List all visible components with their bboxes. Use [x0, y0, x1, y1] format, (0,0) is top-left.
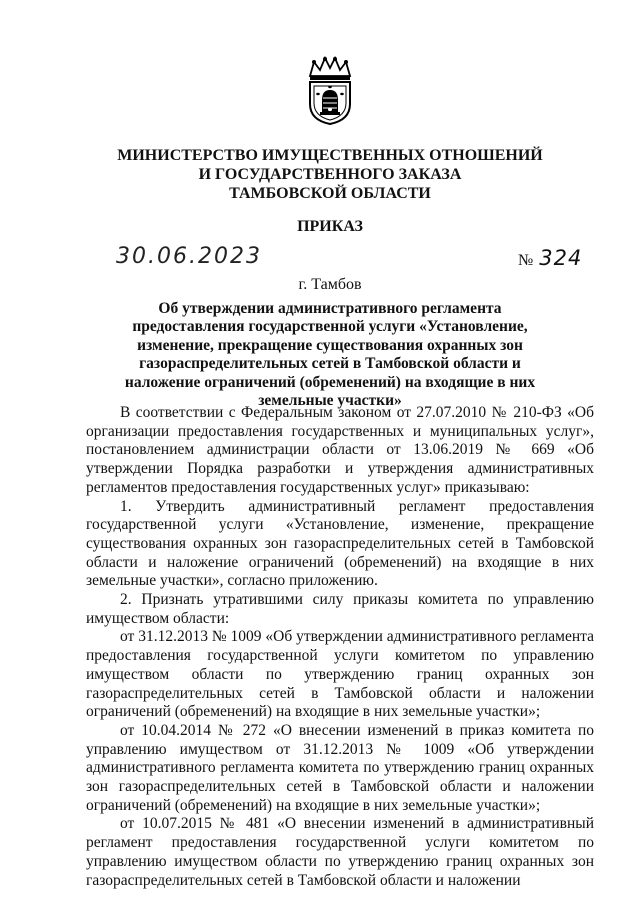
- document-date: 30.06.2023: [116, 244, 262, 269]
- body-paragraph: 2. Признать утратившими силу приказы комитета по управлению имуществом области:: [86, 591, 594, 627]
- document-city: г. Тамбов: [298, 276, 362, 293]
- body-paragraph: от 10.07.2015 № 481 «О внесении изменений в административный регламент предоставления государственной услуги комитетом по управлению имуществом области по утверждению границ охранных зон газораспределительных сетей в Тамбовской области и наложении: [86, 815, 594, 889]
- body-paragraph: от 31.12.2013 № 1009 «Об утверждении административного регламента предоставления государственной услуги комитетом по управлению имуществом области по утверждению границ охранных зон газораспределительных сетей в Тамбовской области и наложении ограничений (обременений) на входящие в них земельные участки»;: [86, 628, 594, 721]
- coat-of-arms-icon: [300, 56, 360, 126]
- document-type: ПРИКАЗ: [297, 218, 363, 235]
- ministry-line: И ГОСУДАРСТВЕННОГО ЗАКАЗА: [198, 166, 462, 183]
- number-value: 324: [539, 246, 583, 270]
- body-paragraph: 1. Утвердить административный регламент предоставления государственной услуги «Установление, изменение, прекращение существования охранных зон газораспределительных сетей в Тамбовской области и наложение ограничений (обременений) на входящие в них земельные участки», согласно приложению.: [86, 497, 594, 590]
- number-label: №: [518, 252, 534, 269]
- body-paragraph: от 10.04.2014 № 272 «О внесении изменений в приказ комитета по управлению имуществом от 31.12.2013 № 1009 «Об утверждении административного регламента комитета по утверждению границ охранных зон газораспределительных сетей в Тамбовской области и наложении ограничений (обременений) на входящие в них земельные участки»;: [86, 721, 594, 814]
- ministry-line: ТАМБОВСКОЙ ОБЛАСТИ: [229, 185, 431, 202]
- ministry-line: МИНИСТЕРСТВО ИМУЩЕСТВЕННЫХ ОТНОШЕНИЙ: [117, 147, 543, 164]
- document-subject: Об утверждении административного регламента предоставления государственной услуги «Установление, изменение, прекращение существования охранных зон газораспределительных сетей в Тамбовской области и наложение ограничений (обременений) на входящие в них земельные участки»: [124, 300, 536, 410]
- body-paragraph: В соответствии с Федеральным законом от 27.07.2010 № 210-ФЗ «Об организации предоставления государственных и муниципальных услуг», постановлением администрации области от 13.06.2019 № 669 «Об утверждении Порядка разработки и утверждения административных регламентов предоставления государственных услуг» приказываю:: [86, 404, 594, 496]
- document-number: [518, 246, 582, 270]
- ministry-name: [60, 146, 600, 203]
- document-body: [86, 404, 594, 890]
